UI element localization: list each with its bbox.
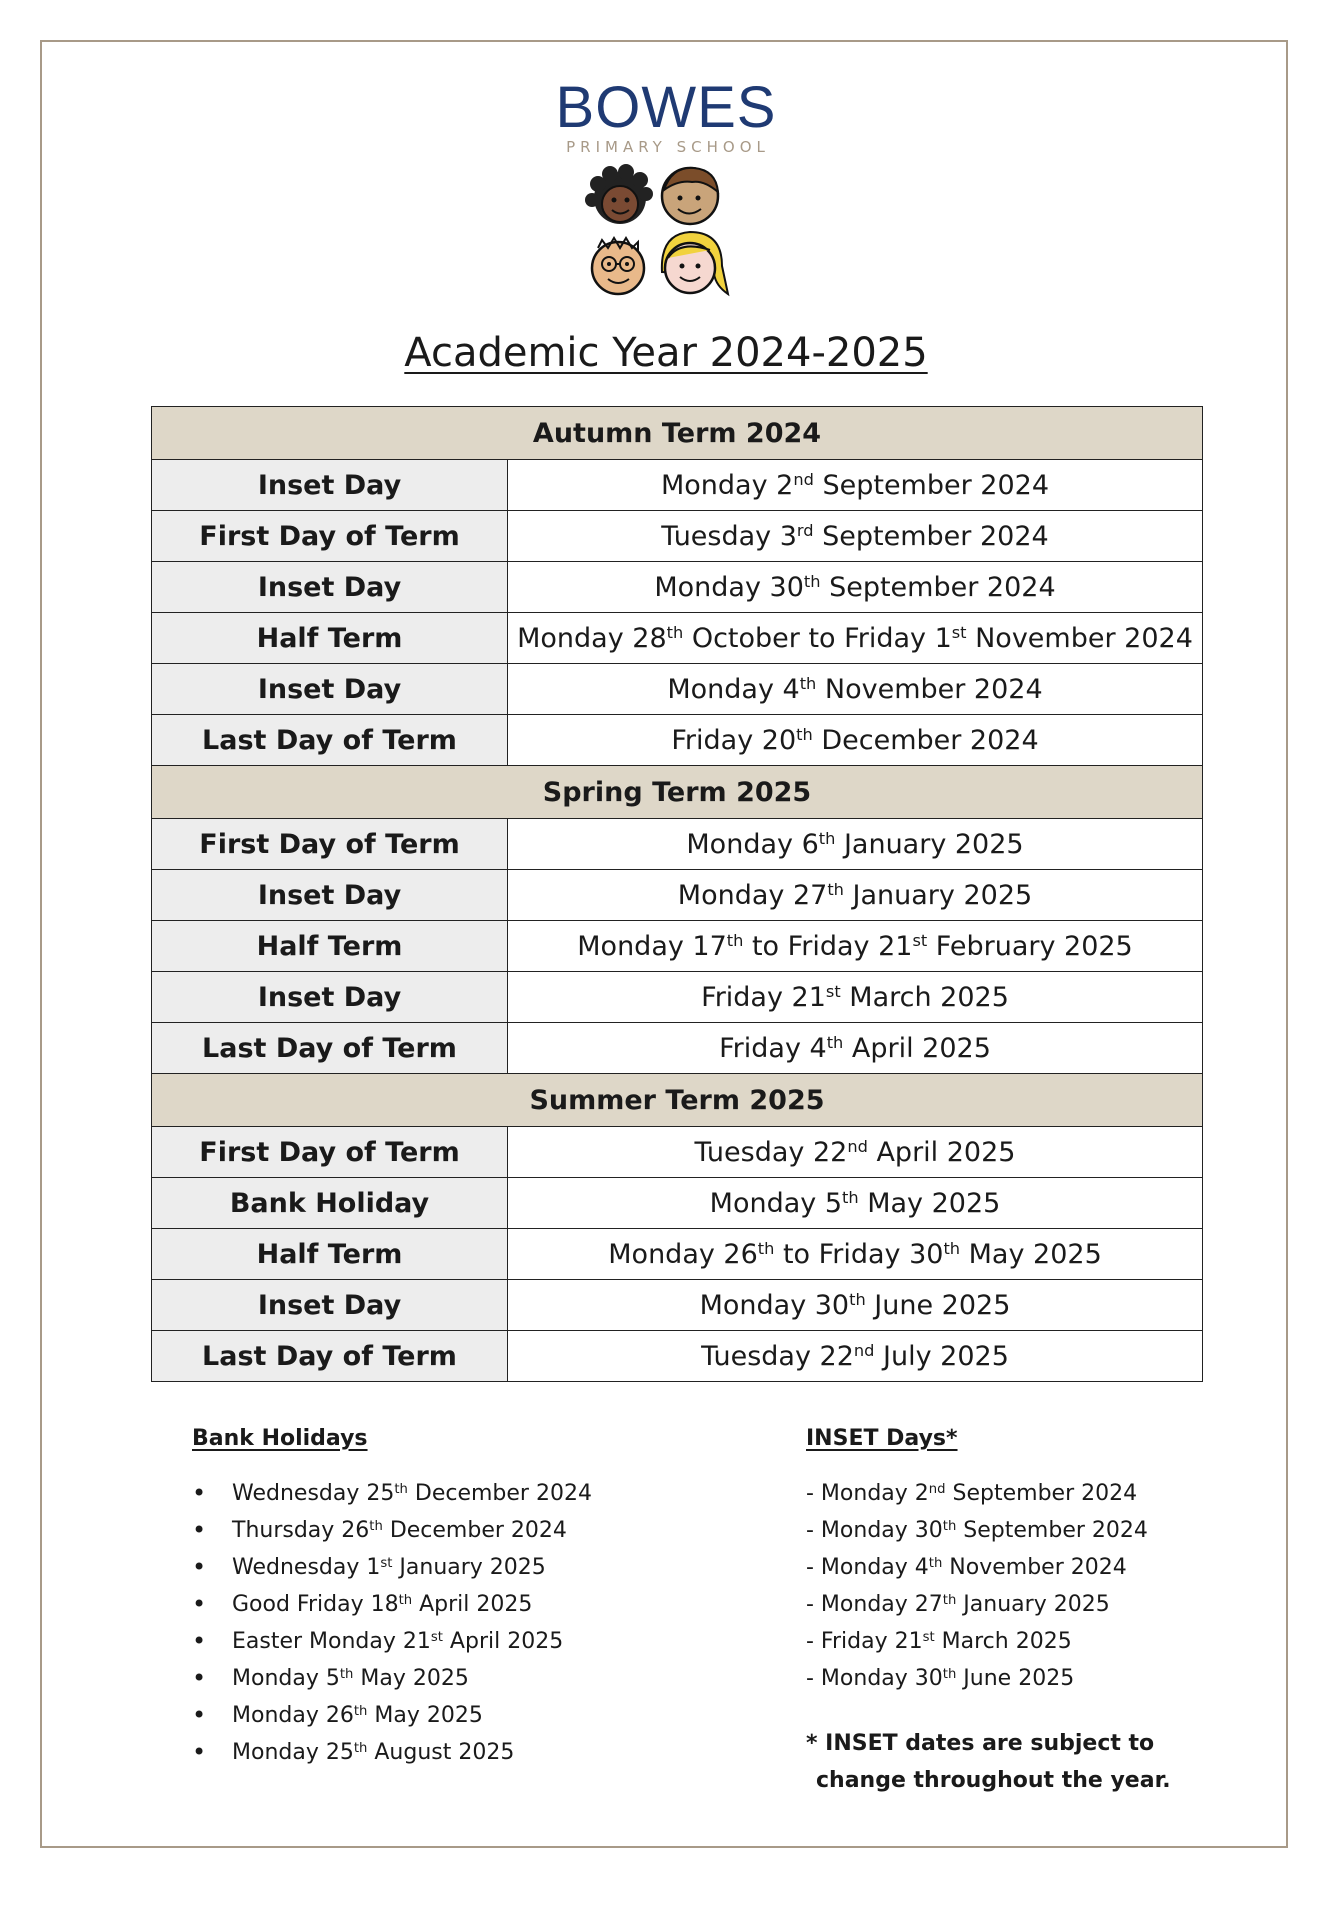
event-date: Monday 27th January 2025 bbox=[508, 870, 1203, 921]
event-label: First Day of Term bbox=[152, 819, 508, 870]
term-header-row bbox=[152, 1074, 1203, 1127]
event-date: Monday 26th to Friday 30th May 2025 bbox=[508, 1229, 1203, 1280]
list-item: • Thursday 26th December 2024 bbox=[192, 1512, 712, 1549]
term-name: Summer Term 2025 bbox=[152, 1074, 1203, 1127]
event-label: Inset Day bbox=[152, 870, 508, 921]
event-label: Inset Day bbox=[152, 1280, 508, 1331]
table-row bbox=[152, 1023, 1203, 1074]
bank-holidays-title: Bank Holidays bbox=[192, 1426, 368, 1451]
table-row bbox=[152, 460, 1203, 511]
event-date: Monday 17th to Friday 21st February 2025 bbox=[508, 921, 1203, 972]
event-label: Inset Day bbox=[152, 460, 508, 511]
inset-note bbox=[806, 1725, 1266, 1799]
event-date: Friday 4th April 2025 bbox=[508, 1023, 1203, 1074]
inset-days-title: INSET Days* bbox=[806, 1426, 958, 1451]
inset-note-line1: * INSET dates are subject to bbox=[806, 1731, 1155, 1756]
page-title: Academic Year 2024-2025 bbox=[404, 330, 928, 376]
school-logo bbox=[0, 75, 1332, 156]
list-item: - Monday 2nd September 2024 bbox=[806, 1481, 1138, 1506]
table-row bbox=[152, 1280, 1203, 1331]
table-row bbox=[152, 819, 1203, 870]
list-item: - Monday 27th January 2025 bbox=[806, 1592, 1110, 1617]
term-header-row bbox=[152, 407, 1203, 460]
table-row bbox=[152, 511, 1203, 562]
table-row bbox=[152, 613, 1203, 664]
event-date: Monday 5th May 2025 bbox=[508, 1178, 1203, 1229]
event-label: Half Term bbox=[152, 613, 508, 664]
event-label: Last Day of Term bbox=[152, 1023, 508, 1074]
event-date: Friday 21st March 2025 bbox=[508, 972, 1203, 1023]
event-label: Half Term bbox=[152, 1229, 508, 1280]
event-date: Tuesday 22nd July 2025 bbox=[508, 1331, 1203, 1382]
list-item: - Monday 30th June 2025 bbox=[806, 1666, 1075, 1691]
face-blonde-hair bbox=[662, 232, 728, 294]
inset-days-section bbox=[806, 1425, 1266, 1799]
event-date: Tuesday 3rd September 2024 bbox=[508, 511, 1203, 562]
event-label: Bank Holiday bbox=[152, 1178, 508, 1229]
event-label: First Day of Term bbox=[152, 1127, 508, 1178]
term-header-row bbox=[152, 766, 1203, 819]
table-row bbox=[152, 562, 1203, 613]
event-label: Inset Day bbox=[152, 664, 508, 715]
event-label: Half Term bbox=[152, 921, 508, 972]
table-row bbox=[152, 1331, 1203, 1382]
list-item: - Monday 30th September 2024 bbox=[806, 1518, 1148, 1543]
logo-subtitle: PRIMARY SCHOOL bbox=[566, 138, 770, 156]
list-item: • Wednesday 25th December 2024 bbox=[192, 1475, 712, 1512]
bank-holidays-list bbox=[192, 1475, 712, 1771]
face-curly-hair bbox=[585, 164, 653, 224]
term-name: Spring Term 2025 bbox=[152, 766, 1203, 819]
event-date: Monday 30th September 2024 bbox=[508, 562, 1203, 613]
list-item: • Wednesday 1st January 2025 bbox=[192, 1549, 712, 1586]
table-row bbox=[152, 870, 1203, 921]
event-date: Monday 6th January 2025 bbox=[508, 819, 1203, 870]
event-label: Last Day of Term bbox=[152, 715, 508, 766]
event-date: Friday 20th December 2024 bbox=[508, 715, 1203, 766]
list-item: • Monday 25th August 2025 bbox=[192, 1734, 712, 1771]
list-item: • Monday 5th May 2025 bbox=[192, 1660, 712, 1697]
event-date: Monday 4th November 2024 bbox=[508, 664, 1203, 715]
children-faces-icon bbox=[576, 162, 736, 306]
table-row bbox=[152, 715, 1203, 766]
list-item: • Easter Monday 21st April 2025 bbox=[192, 1623, 712, 1660]
event-date: Monday 28th October to Friday 1st November 2024 bbox=[508, 613, 1203, 664]
list-item: - Monday 4th November 2024 bbox=[806, 1555, 1127, 1580]
face-glasses bbox=[592, 238, 644, 294]
list-item: • Monday 26th May 2025 bbox=[192, 1697, 712, 1734]
logo-name: BOWES bbox=[555, 75, 777, 140]
face-brown-hair bbox=[662, 168, 718, 224]
table-row bbox=[152, 921, 1203, 972]
table-row bbox=[152, 664, 1203, 715]
table-row bbox=[152, 1127, 1203, 1178]
term-dates-table bbox=[151, 406, 1203, 1382]
table-row bbox=[152, 1178, 1203, 1229]
table-row bbox=[152, 972, 1203, 1023]
table-row bbox=[152, 1229, 1203, 1280]
inset-days-list bbox=[806, 1475, 1266, 1697]
event-label: Inset Day bbox=[152, 972, 508, 1023]
event-label: Last Day of Term bbox=[152, 1331, 508, 1382]
event-date: Monday 2nd September 2024 bbox=[508, 460, 1203, 511]
bank-holidays-section bbox=[192, 1425, 712, 1771]
event-label: First Day of Term bbox=[152, 511, 508, 562]
list-item: - Friday 21st March 2025 bbox=[806, 1629, 1072, 1654]
event-date: Tuesday 22nd April 2025 bbox=[508, 1127, 1203, 1178]
inset-note-line2: change throughout the year. bbox=[816, 1768, 1171, 1793]
event-date: Monday 30th June 2025 bbox=[508, 1280, 1203, 1331]
list-item: • Good Friday 18th April 2025 bbox=[192, 1586, 712, 1623]
term-name: Autumn Term 2024 bbox=[152, 407, 1203, 460]
event-label: Inset Day bbox=[152, 562, 508, 613]
